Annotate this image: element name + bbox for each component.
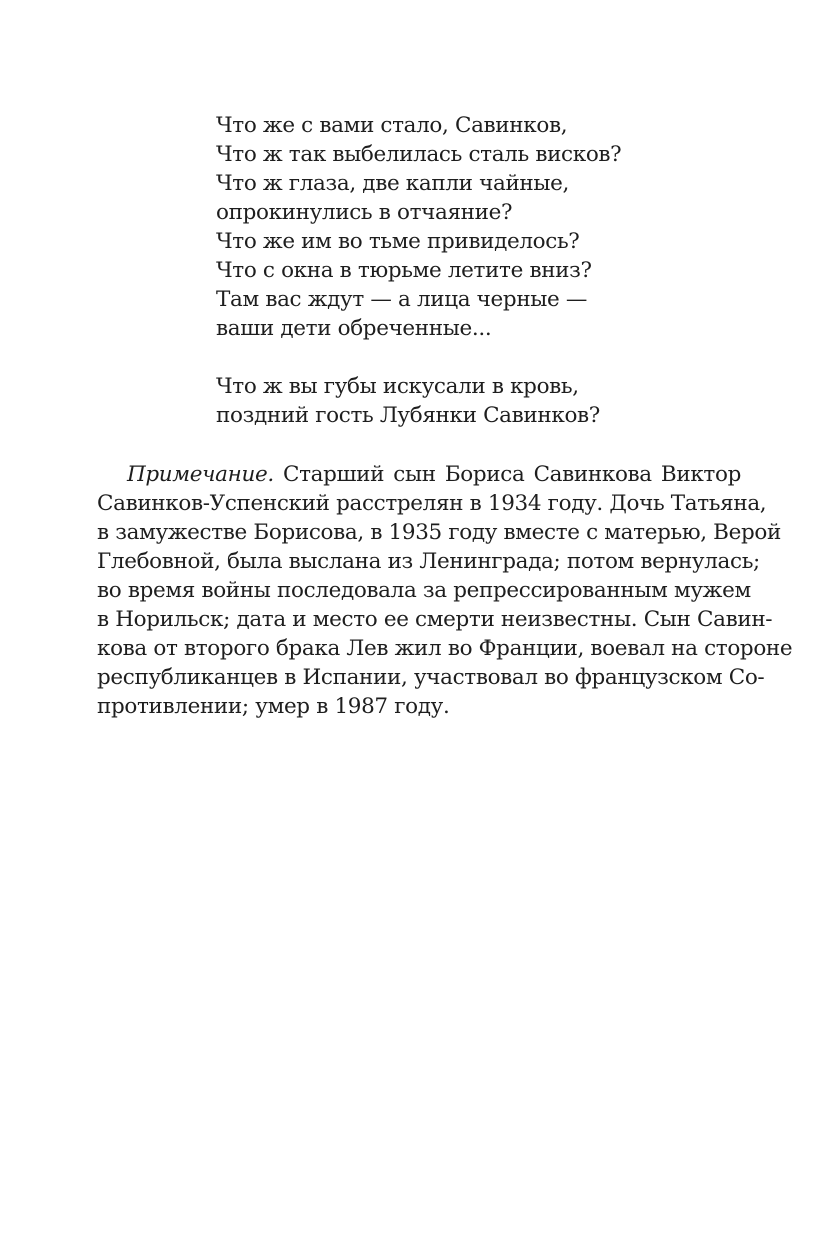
- note-line: республиканцев в Испании, участвовал во французском Со-: [97, 665, 765, 690]
- poem-line: Что ж глаза, две капли чайные,: [216, 171, 570, 196]
- poem-stanza-2: [216, 372, 736, 430]
- poem-line: Что же с вами стало, Савинков,: [216, 113, 568, 138]
- note-line: [97, 460, 741, 489]
- poem-line: Что ж вы губы искусали в кровь,: [216, 374, 579, 399]
- note-line: в замужестве Борисова, в 1935 году вместе с матерью, Верой: [97, 520, 781, 545]
- note-line: в Норильск; дата и место ее смерти неизвестны. Сын Савин-: [97, 607, 773, 632]
- note-line: противлении; умер в 1987 году.: [97, 694, 450, 719]
- poem-line: ваши дети обреченные...: [216, 316, 492, 341]
- poem-line: Что ж так выбелилась сталь висков?: [216, 142, 622, 167]
- poem-line: опрокинулись в отчаяние?: [216, 200, 513, 225]
- note-line: Глебовной, была выслана из Ленинграда; потом вернулась;: [97, 549, 760, 574]
- note-label: Примечание.: [127, 462, 274, 487]
- footnote-paragraph: [97, 460, 793, 721]
- poem-line: Там вас ждут — а лица черные —: [216, 287, 588, 312]
- note-line-text: Старший сын Бориса Савинкова Виктор: [273, 462, 741, 487]
- poem-line: Что же им во тьме привиделось?: [216, 229, 580, 254]
- poem-line: поздний гость Лубянки Савинков?: [216, 403, 600, 428]
- note-line: во время войны последовала за репрессированным мужем: [97, 578, 751, 603]
- poem-line: Что с окна в тюрьме летите вниз?: [216, 258, 592, 283]
- note-line: кова от второго брака Лев жил во Франции, воевал на стороне: [97, 636, 793, 661]
- poem-stanza-1: [216, 111, 736, 343]
- note-line: Савинков-Успенский расстрелян в 1934 году. Дочь Татьяна,: [97, 491, 767, 516]
